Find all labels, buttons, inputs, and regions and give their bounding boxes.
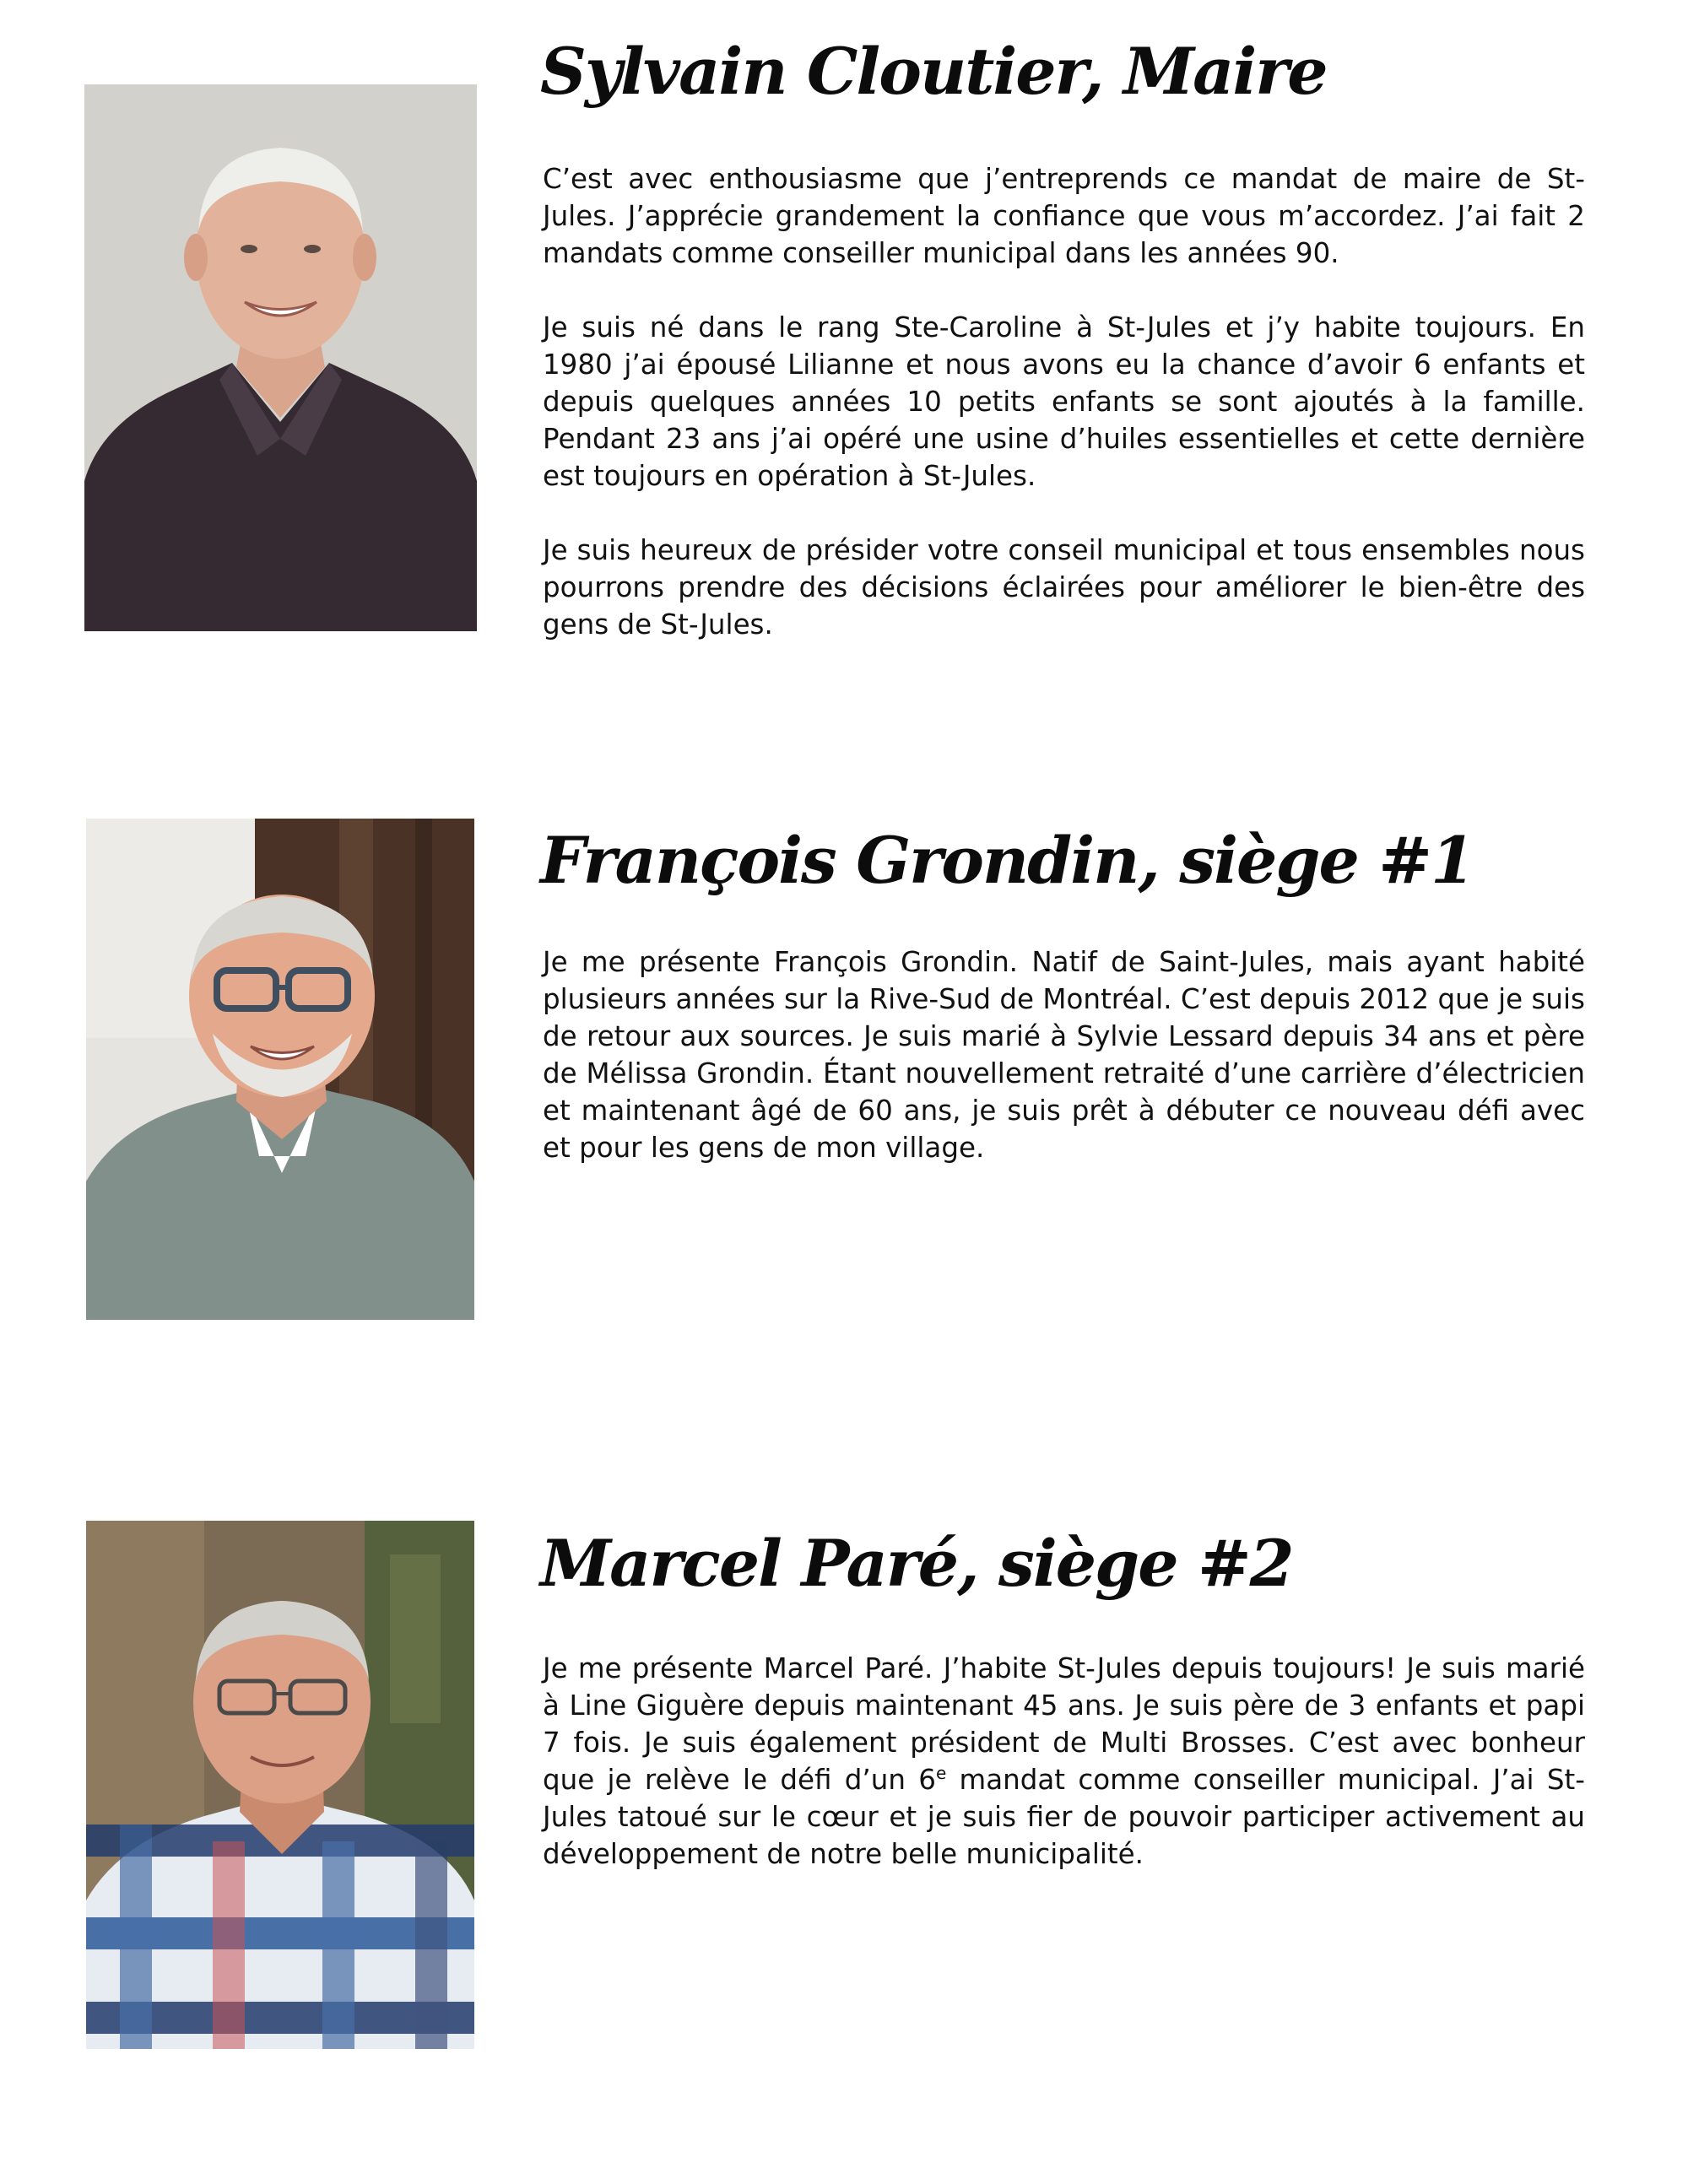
bio-paragraph: [543, 1650, 1585, 1873]
bio-text-before: Je me présente Marcel Paré. J’habite St-Jules depuis toujours! Je suis marié à Line Giguère depuis maintenant 45 ans. Je suis père de 3 enfants et papi 7 fois. Je suis également président de Multi Brosses. C’est avec bonheur que je relève le défi d’un 6: [543, 1652, 1585, 1796]
bio-paragraph: Je suis heureux de présider votre conseil municipal et tous ensembles nous pourrons prendre des décisions éclairées pour améliorer le bien-être des gens de St-Jules.: [543, 534, 1585, 641]
candidate-name: François Grondin, siège #1: [540, 823, 1474, 898]
portrait-photo-seat-2: [86, 1521, 474, 2049]
bio-paragraph: C’est avec enthousiasme que j’entreprends ce mandat de maire de St-Jules. J’apprécie grandement la confiance que vous m’accordez. J’ai fait 2 mandats comme conseiller municipal dans les années 90.: [543, 163, 1585, 269]
candidate-bio: [543, 1650, 1585, 1873]
bio-paragraph: Je me présente François Grondin. Natif de Saint-Jules, mais ayant habité plusieurs années sur la Rive-Sud de Montréal. C’est depuis 2012 que je suis de retour aux sources. Je suis marié à Sylvie Lessard depuis 34 ans et père de Mélissa Grondin. Étant nouvellement retraité d’une carrière d’électricien et maintenant âgé de 60 ans, je suis prêt à débuter ce nouveau défi avec et pour les gens de mon village.: [543, 946, 1585, 1164]
bio-text-after: mandat comme conseiller municipal. J’ai St-Jules tatoué sur le cœur et je suis fier de pouvoir participer activement au développement de notre belle municipalité.: [543, 1764, 1585, 1870]
candidate-name: Sylvain Cloutier, Maire: [540, 34, 1327, 109]
candidate-name: Marcel Paré, siège #2: [540, 1526, 1293, 1601]
candidate-bio: [543, 160, 1585, 643]
candidate-bio: [543, 943, 1585, 1166]
ordinal-superscript: e: [935, 1763, 947, 1784]
portrait-photo-seat-1: [86, 819, 474, 1320]
portrait-photo-mayor: [84, 84, 477, 631]
bio-paragraph: Je suis né dans le rang Ste-Caroline à St-Jules et j’y habite toujours. En 1980 j’ai épousé Lilianne et nous avons eu la chance d’avoir 6 enfants et depuis quelques années 10 petits enfants se sont ajoutés à la famille. Pendant 23 ans j’ai opéré une usine d’huiles essentielles et cette dernière est toujours en opération à St-Jules.: [543, 311, 1585, 492]
